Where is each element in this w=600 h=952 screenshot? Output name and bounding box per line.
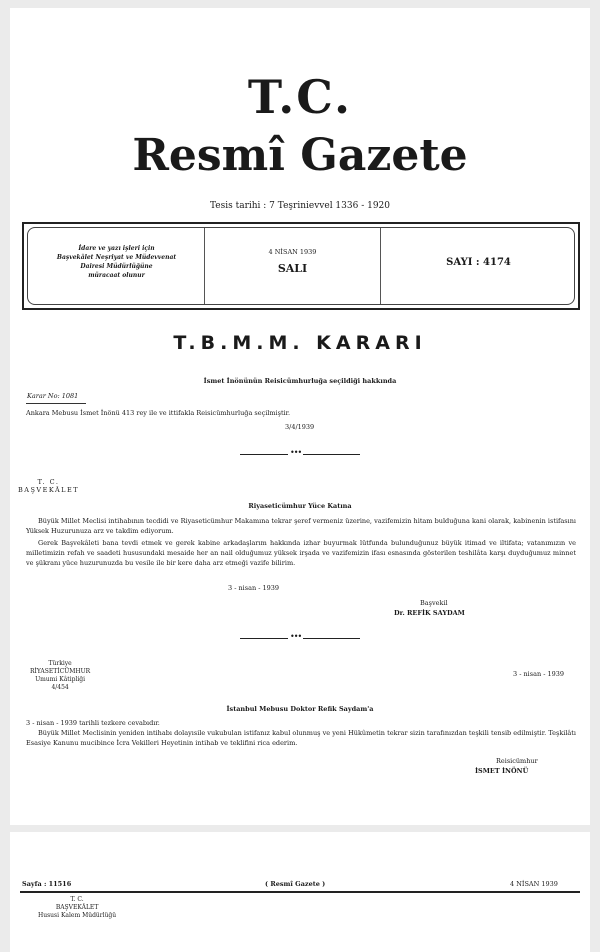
address-line: müracaat olunur [88, 272, 145, 279]
letter1-date: 3 - nisan - 1939 [228, 584, 279, 592]
letter2-paragraph: Büyük Millet Meclisinin yeniden intihabı dolayısile vukubulan istifanız kabul olunmuş ve yeni Hükûmetin tekrar sizin tarafınızdan teşkili tensib edilmiştir. Teşkilâtı Esasiye Kanunu mucibince İcra Vekilleri Heyetinin intihab ve teklifini rica ederim. [26, 729, 576, 747]
issue-day: SALI [277, 262, 308, 275]
sender-line: 4/454 [51, 684, 69, 691]
gazette-page-2 [10, 832, 590, 952]
letter2-signer: İSMET İNÖNÜ [475, 767, 529, 775]
sender-line: BAŞVEKÂLET [18, 486, 80, 494]
section-title: T.B.M.M. KARARI [173, 332, 427, 354]
sender-line: RİYASETİCÜMHUR [30, 668, 91, 675]
letter2-sender [30, 660, 90, 692]
sender-line: BAŞVEKÂLET [55, 904, 99, 911]
ornament-divider [240, 635, 360, 641]
page2-sender [38, 896, 116, 920]
page-header-date: 4 NİSAN 1939 [510, 880, 558, 888]
issue-date: 4 NİSAN 1939 [268, 248, 317, 256]
letter1-paragraph: Gerek Başvekâleti bana tevdi etmek ve gerek kabine arkadaşlarım hakkında izhar buyurmak lütfunda bulunduğunuz büyük itimad ve iltifata; vatanımızın ve milletimizin refah ve saadeti hususundaki mesaide her an nail olduğumuz yüksek irşada ve vazifemizin ifası esnasında gösterilen teshilâta karşı duyduğumuz minnet ve şükranı yüce huzurunuzda bu vesile ile bir kere daha arz etmeği vazife bilirim. [26, 539, 576, 567]
decision-heading: İsmet İnönünün Reisicümhurluğa seçildiği hakkında [203, 377, 397, 385]
letter2-paragraph: 3 - nisan - 1939 tarihli tezkere cevabıdır. [26, 719, 160, 727]
sender-line: Umumi Kâtipliği [35, 676, 86, 683]
decision-text: Ankara Mebusu İsmet İnönü 413 rey ile ve ittifakla Reisicümhurluğa seçilmiştir. [26, 409, 291, 417]
letter1-paragraph: Büyük Millet Meclisi intihabının tecdidi ve Riyaseticümhur Makamına tekrar şeref vermeniz üzerine, vazifemizin hitam bulduğuna kani olarak, kabinenin istifasını Yüksek Huzurunuza arz ve takdim ediyorum. [26, 517, 576, 535]
ornament-divider [240, 451, 360, 457]
address-line: İdare ve yazı işleri için [78, 245, 155, 252]
letter2-signer-title: Reisicümhur [496, 757, 538, 765]
sender-line: T. C. [37, 478, 60, 486]
page-header-title: ( Resmî Gazete ) [265, 880, 326, 888]
info-box [22, 222, 580, 310]
gazette-page-1 [10, 8, 590, 825]
address-line: Dairesi Müdürlüğüne [80, 263, 153, 270]
letter1-signer-title: Başvekil [420, 599, 448, 607]
decision-date: 3/4/1939 [285, 423, 315, 431]
decision-number: Karar No: 1081 [27, 392, 79, 400]
letter2-date: 3 - nisan - 1939 [513, 670, 564, 678]
letter1-sender [18, 478, 79, 494]
sender-line: T. C. [70, 896, 84, 903]
letter1-signer: Dr. REFİK SAYDAM [394, 609, 465, 617]
page-number: Sayfa : 11516 [22, 880, 72, 888]
letter2-heading: İstanbul Mebusu Doktor Refik Saydam'a [226, 705, 374, 713]
founded-date: Tesis tarihi : 7 Teşrinievvel 1336 - 1920 [209, 201, 391, 211]
address-block [34, 244, 199, 280]
sender-line: Hususi Kalem Müdürlüğü [38, 912, 117, 919]
address-line: Başvekâlet Neşriyat ve Müdevvenat [56, 254, 177, 261]
issue-number: SAYI : 4174 [446, 257, 511, 268]
masthead-tc: T.C. [247, 70, 353, 124]
masthead-title: Resmî Gazete [132, 130, 468, 181]
letter1-heading: Riyaseticümhur Yüce Katına [248, 502, 352, 510]
sender-line: Türkiye [48, 660, 72, 667]
